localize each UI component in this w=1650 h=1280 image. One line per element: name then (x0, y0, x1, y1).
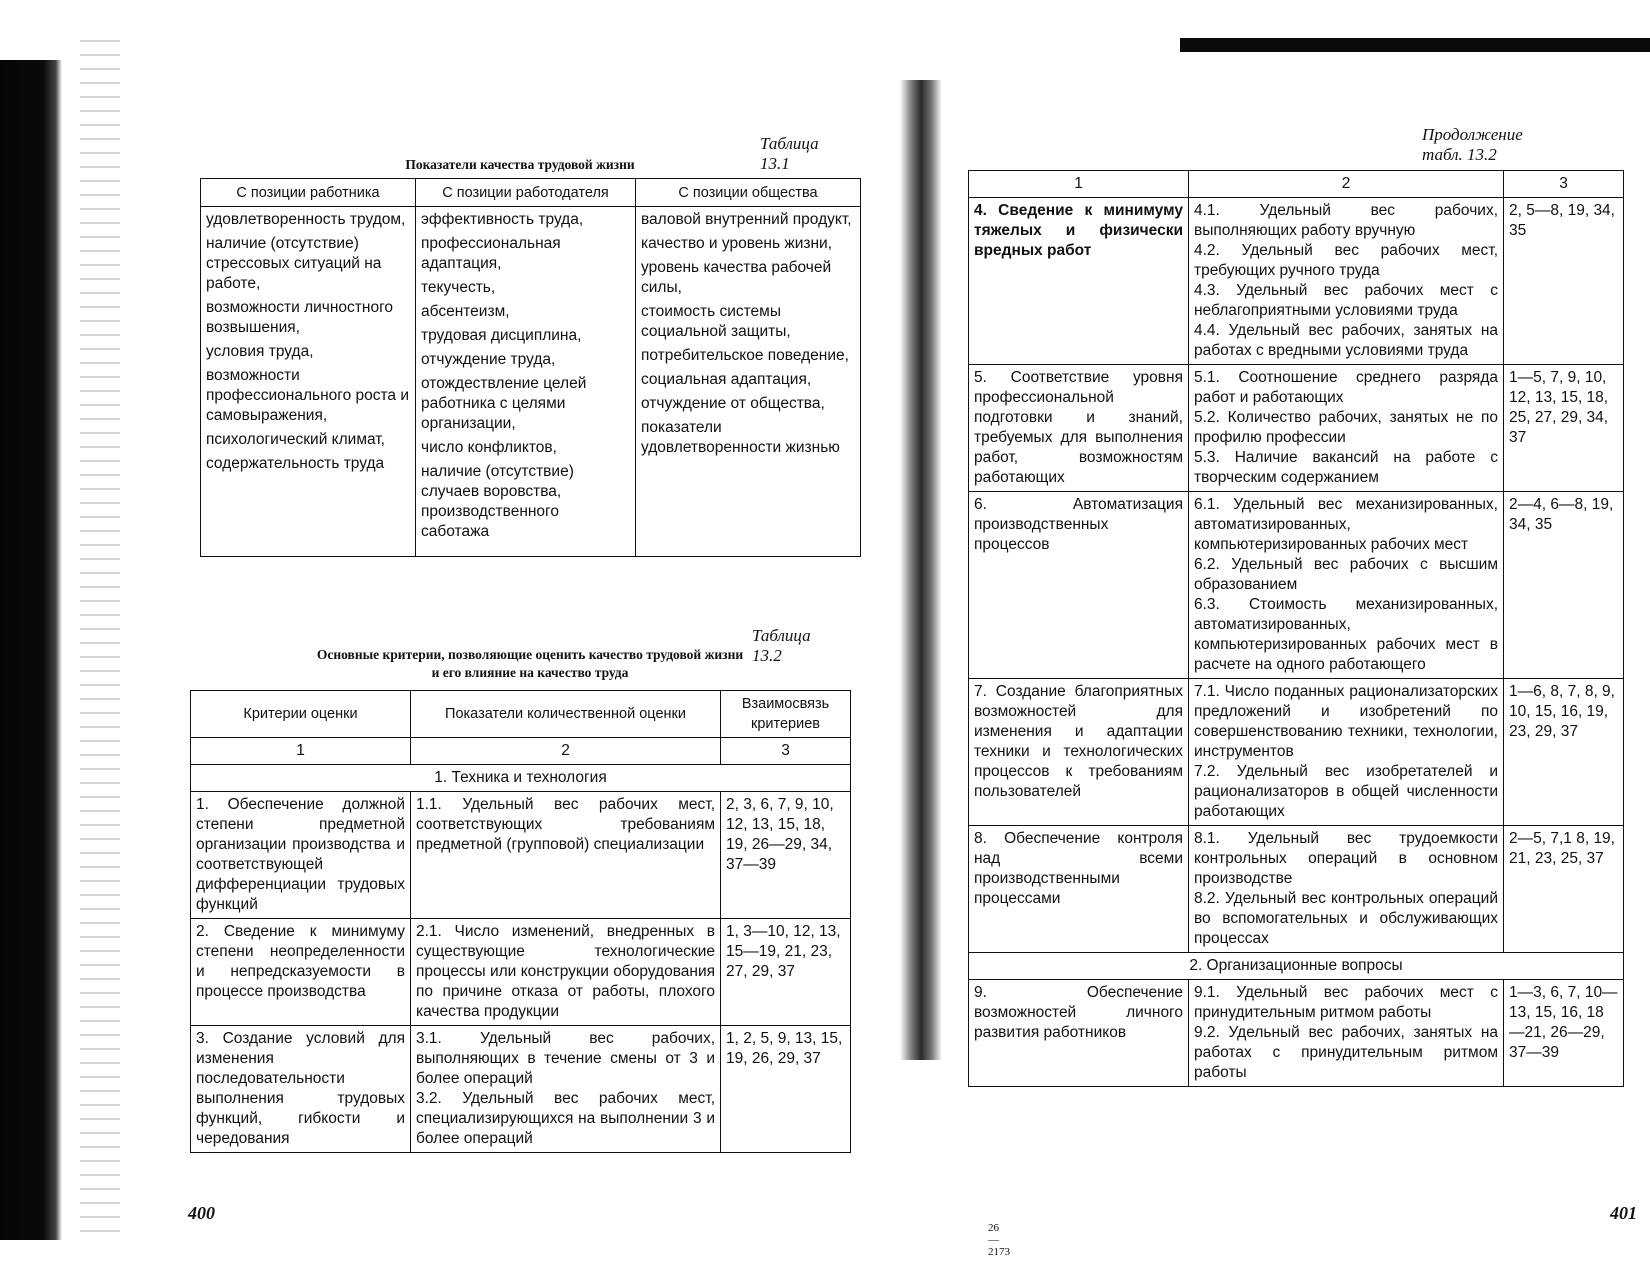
list-item: отчуждение труда, (421, 351, 556, 368)
list-item: число конфликтов, (421, 439, 557, 456)
list-item: возможности профессионального роста и самовыражения, (206, 367, 410, 424)
indicator-item: 5.3. Наличие вакансий на работе с творческим содержанием (1194, 449, 1498, 486)
table-13-2 (190, 690, 851, 1153)
links-cell: 2—4, 6—8, 19, 34, 35 (1504, 492, 1624, 679)
indicator-item: 3.2. Удельный вес рабочих мест, специализирующихся на выполнении 3 и более операций (416, 1090, 715, 1147)
table-row (969, 826, 1624, 953)
criterion-cell: 9. Обеспечение возможностей личного развития работников (969, 980, 1189, 1087)
table2-colnum-3: 3 (721, 738, 851, 765)
list-item: наличие (отсутствие) стрессовых ситуаций на работе, (206, 235, 382, 292)
links-cell: 2, 3, 6, 7, 9, 10, 12, 13, 15, 18, 19, 26—29, 34, 37—39 (721, 792, 851, 919)
table-row (191, 1026, 851, 1153)
list-item: социальная адаптация, (641, 371, 812, 388)
list-item: содержательность труда (206, 455, 385, 472)
links-cell: 1, 2, 5, 9, 13, 15, 19, 26, 29, 37 (721, 1026, 851, 1153)
indicators-cell (1189, 980, 1504, 1087)
links-cell: 1—5, 7, 9, 10, 12, 13, 15, 18, 25, 27, 29, 34, 37 (1504, 365, 1624, 492)
cont-colnum-2: 2 (1189, 171, 1504, 198)
page-number-right: 401 (1610, 1203, 1637, 1223)
indicator-item: 6.3. Стоимость механизированных, автоматизированных, компьютеризированных рабочих мест в расчете на одного работающего (1194, 596, 1498, 673)
list-item: отчуждение от общества, (641, 395, 825, 412)
page-number-left: 400 (188, 1203, 215, 1223)
table2-header-indicators: Показатели количественной оценки (411, 691, 721, 738)
indicators-cell (1189, 679, 1504, 826)
list-item: профессиональная адаптация, (421, 235, 561, 272)
table1-header-worker: С позиции работника (201, 179, 416, 207)
indicator-item: 2.1. Число изменений, внедренных в существующие технологические процессы или конструкции оборудования по причине отказа от работы, плохого качества продукции (416, 923, 715, 1020)
criterion-cell: 7. Создание благоприятных возможностей для изменения и адаптации техники и технологических процессов к требованиям пользователей (969, 679, 1189, 826)
list-item: трудовая дисциплина, (421, 327, 582, 344)
links-cell: 1—3, 6, 7, 10—13, 15, 16, 18—21, 26—29, 37—39 (1504, 980, 1624, 1087)
table-row (969, 980, 1624, 1087)
indicators-cell (1189, 492, 1504, 679)
cont-section-heading: 2. Организационные вопросы (969, 953, 1624, 980)
list-item: удовлетворенность трудом, (206, 211, 406, 228)
indicator-item: 4.3. Удельный вес рабочих мест с неблагоприятными условиями труда (1194, 282, 1498, 319)
list-item: показатели удовлетворенности жизнью (641, 419, 840, 456)
table1-title: Показатели качества трудовой жизни (405, 157, 635, 172)
book-spine-shadow (900, 80, 942, 1060)
links-cell: 2, 5—8, 19, 34, 35 (1504, 198, 1624, 365)
table1-column-worker (201, 207, 416, 557)
scan-edge-bar (1180, 38, 1650, 52)
table2-colnum-2: 2 (411, 738, 721, 765)
indicator-item: 5.2. Количество рабочих, занятых не по профилю профессии (1194, 409, 1498, 446)
table1-column-society (636, 207, 861, 557)
table-row (969, 679, 1624, 826)
table1-header-employer: С позиции работодателя (416, 179, 636, 207)
indicator-item: 6.2. Удельный вес рабочих с высшим образованием (1194, 556, 1498, 593)
table2-colnum-1: 1 (191, 738, 411, 765)
continuation-caption: Продолжение табл. 13.2 (1422, 125, 1523, 164)
scan-noise (80, 40, 120, 1240)
indicator-item: 9.1. Удельный вес рабочих мест с принудительным ритмом работы (1194, 984, 1498, 1021)
scan-shadow-left (0, 60, 62, 1240)
table1-number: Таблица 13.1 (760, 134, 819, 173)
table-row (969, 198, 1624, 365)
indicator-item: 4.1. Удельный вес рабочих, выполняющих работу вручную (1194, 202, 1498, 239)
table1-column-employer (416, 207, 636, 557)
table1-header-society: С позиции общества (636, 179, 861, 207)
criterion-cell: 3. Создание условий для изменения последовательности выполнения трудовых функций, гибкости и чередования (191, 1026, 411, 1153)
criterion-cell: 5. Соответствие уровня профессиональной подготовки и знаний, требуемых для выполнения работ, возможностям работающих (969, 365, 1189, 492)
list-item: наличие (отсутствие) случаев воровства, производственного саботажа (421, 463, 574, 540)
criterion-cell: 4. Сведение к минимуму тяжелых и физически вредных работ (969, 198, 1189, 365)
table2-title-line1: Основные критерии, позволяющие оценить качество трудовой жизни (316, 647, 744, 662)
table2-header-links: Взаимосвязь критериев (721, 691, 851, 738)
indicator-item: 4.4. Удельный вес рабочих, занятых на работах с вредными условиями труда (1194, 322, 1498, 359)
table2-header-criteria: Критерии оценки (191, 691, 411, 738)
list-item: абсентеизм, (421, 303, 510, 320)
indicator-item: 1.1. Удельный вес рабочих мест, соответствующих требованиям предметной (групповой) специализации (416, 796, 715, 853)
table-row (969, 365, 1624, 492)
list-item: качество и уровень жизни, (641, 235, 832, 252)
list-item: возможности личностного возвышения, (206, 299, 393, 336)
indicator-item: 6.1. Удельный вес механизированных, автоматизированных, компьютеризированных рабочих мест (1194, 496, 1498, 553)
indicator-item: 4.2. Удельный вес рабочих мест, требующих ручного труда (1194, 242, 1498, 279)
indicators-cell (1189, 826, 1504, 953)
list-item: стоимость системы социальной защиты, (641, 303, 791, 340)
list-item: эффективность труда, (421, 211, 584, 228)
indicators-cell (1189, 365, 1504, 492)
indicators-cell (411, 792, 721, 919)
indicator-item: 5.1. Соотношение среднего разряда работ и работающих (1194, 369, 1498, 406)
criterion-cell: 1. Обеспечение должной степени предметной организации производства и соответствующей дифференциации трудовых функций (191, 792, 411, 919)
list-item: условия труда, (206, 343, 314, 360)
table2-title-line2: и его влияние на качество труда (431, 665, 629, 680)
indicator-item: 7.2. Удельный вес изобретателей и рационализаторов в общей численности работающих (1194, 763, 1498, 820)
table2-section-heading: 1. Техника и технология (191, 765, 851, 792)
links-cell: 1, 3—10, 12, 13, 15—19, 21, 23, 27, 29, 37 (721, 919, 851, 1026)
list-item: отождествление целей работника с целями организации, (421, 375, 587, 432)
indicator-item: 3.1. Удельный вес рабочих, выполняющих в течение смены от 3 и более операций (416, 1030, 715, 1087)
print-signature: 26 — 2173 (988, 1222, 1010, 1258)
criterion-cell: 8. Обеспечение контроля над всеми производственными процессами (969, 826, 1189, 953)
links-cell: 1—6, 8, 7, 8, 9, 10, 15, 16, 19, 23, 29, 37 (1504, 679, 1624, 826)
list-item: текучесть, (421, 279, 496, 296)
indicators-cell (411, 1026, 721, 1153)
cont-colnum-3: 3 (1504, 171, 1624, 198)
indicators-cell (1189, 198, 1504, 365)
cont-colnum-1: 1 (969, 171, 1189, 198)
criterion-cell: 6. Автоматизация производственных процессов (969, 492, 1189, 679)
indicators-cell (411, 919, 721, 1026)
table2-number: Таблица 13.2 (752, 626, 811, 665)
list-item: потребительское поведение, (641, 347, 849, 364)
list-item: психологический климат, (206, 431, 385, 448)
table-row (969, 492, 1624, 679)
list-item: валовой внутренний продукт, (641, 211, 852, 228)
indicator-item: 9.2. Удельный вес рабочих, занятых на работах с принудительным ритмом работы (1194, 1024, 1498, 1081)
criterion-cell: 2. Сведение к минимуму степени неопределенности и непредсказуемости в процессе производства (191, 919, 411, 1026)
table-13-1 (200, 178, 861, 557)
table-row (191, 792, 851, 919)
indicator-item: 8.2. Удельный вес контрольных операций во вспомогательных и обслуживающих процессах (1194, 890, 1498, 947)
indicator-item: 8.1. Удельный вес трудоемкости контрольных операций в основном производстве (1194, 830, 1498, 887)
indicator-item: 7.1. Число поданных рационализаторских предложений и изобретений по совершенствованию техники, технологии, инструментов (1194, 683, 1498, 760)
table-13-2-continued (968, 170, 1624, 1087)
links-cell: 2—5, 7,1 8, 19, 21, 23, 25, 37 (1504, 826, 1624, 953)
table-row (191, 919, 851, 1026)
list-item: уровень качества рабочей силы, (641, 259, 832, 296)
